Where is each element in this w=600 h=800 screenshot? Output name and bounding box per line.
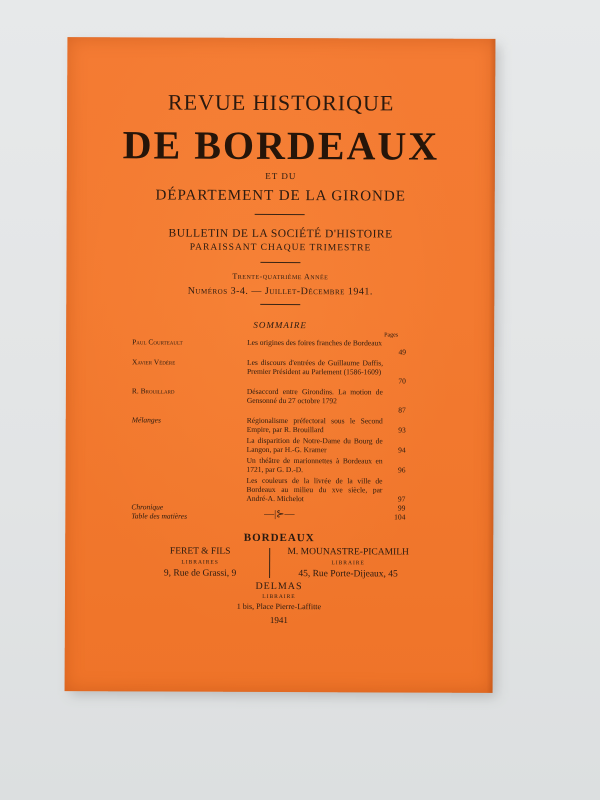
publication-year: 1941 [269, 614, 288, 626]
publisher-left-address: 9, Rue de Grassi, 9 [163, 568, 237, 579]
sommaire-heading: SOMMAIRE [253, 319, 307, 331]
table-of-contents [66, 337, 494, 522]
toc-page: 97 [397, 494, 406, 504]
toc-author: Xavier Védère [131, 357, 176, 367]
publisher-right [273, 547, 423, 581]
publisher-delmas-address: 1 bis, Place Pierre-Laffitte [236, 601, 322, 612]
publisher-divider [269, 548, 270, 578]
toc-page: 96 [398, 465, 406, 475]
toc-author: Table des matières [131, 511, 188, 521]
ornament-divider: —|⊱— [264, 508, 295, 521]
publisher-right-name: M. MOUNASTRE-PICAMILH [287, 547, 409, 558]
publisher-left-name: FERET & FILS [169, 546, 231, 557]
toc-author: Mélanges [131, 415, 161, 425]
toc-page: 93 [398, 425, 406, 435]
toc-page: 94 [398, 445, 406, 455]
pages-heading: Pages [384, 332, 399, 339]
publisher-left [135, 546, 265, 580]
issue-label: Numéros 3-4. — Juillet-Décembre 1941. [187, 285, 373, 298]
toc-author: Paul Courteault [132, 337, 183, 347]
publisher-delmas-name: DELMAS [255, 580, 303, 593]
subtitle-line-1: BULLETIN DE LA SOCIÉTÉ D'HISTOIRE [168, 227, 393, 241]
toc-title: Régionalisme préfectoral sous le Second Empire, par R. Brouillard [246, 415, 383, 435]
title-line-3: ET DU [265, 170, 297, 182]
booklet-cover [65, 37, 496, 693]
toc-author: R. Brouillard [131, 386, 175, 396]
publisher-right-role: LIBRAIRE [331, 560, 365, 567]
title-line-2: DE BORDEAUX [122, 122, 440, 169]
toc-title: Les origines des foires franches de Bordeaux [247, 337, 383, 348]
toc-page: 70 [398, 376, 406, 386]
subtitle-line-2: PARAISSANT CHAQUE TRIMESTRE [189, 242, 372, 254]
year-label: Trente-quatrième Année [232, 271, 329, 282]
toc-title: La disparition de Notre-Dame du Bourg de Langon, par H.-G. Kramer [246, 435, 383, 455]
publisher-left-role: LIBRAIRES [181, 559, 219, 566]
rule-1 [255, 214, 305, 215]
toc-title: Les couleurs de la livrée de la ville de Bordeaux au milieu du xve siècle, par André-A. Michelot [246, 475, 383, 504]
toc-page: 87 [398, 405, 406, 415]
toc-page: 104 [394, 512, 406, 522]
toc-page: 49 [398, 347, 407, 357]
toc-title: Un théâtre de marionnettes à Bordeaux en 1721, par G. D.-D. [246, 455, 383, 475]
toc-title: Les discours d'entrées de Guillaume Daffis, Premier Président au Parlement (1586-1609) [246, 357, 384, 377]
publisher-city: BORDEAUX [243, 531, 315, 545]
title-line-4: DÉPARTEMENT DE LA GIRONDE [155, 187, 406, 205]
publisher-right-address: 45, Rue Porte-Dijeaux, 45 [298, 569, 398, 580]
toc-author: Chronique [131, 502, 164, 512]
rule-3 [260, 304, 300, 305]
toc-page: 99 [397, 503, 406, 513]
rule-2 [260, 262, 300, 263]
title-line-1: REVUE HISTORIQUE [167, 89, 395, 116]
toc-title: Désaccord entre Girondins. La motion de Gensonné du 27 octobre 1792 [246, 386, 383, 406]
publisher-delmas-role: LIBRAIRE [262, 593, 296, 601]
